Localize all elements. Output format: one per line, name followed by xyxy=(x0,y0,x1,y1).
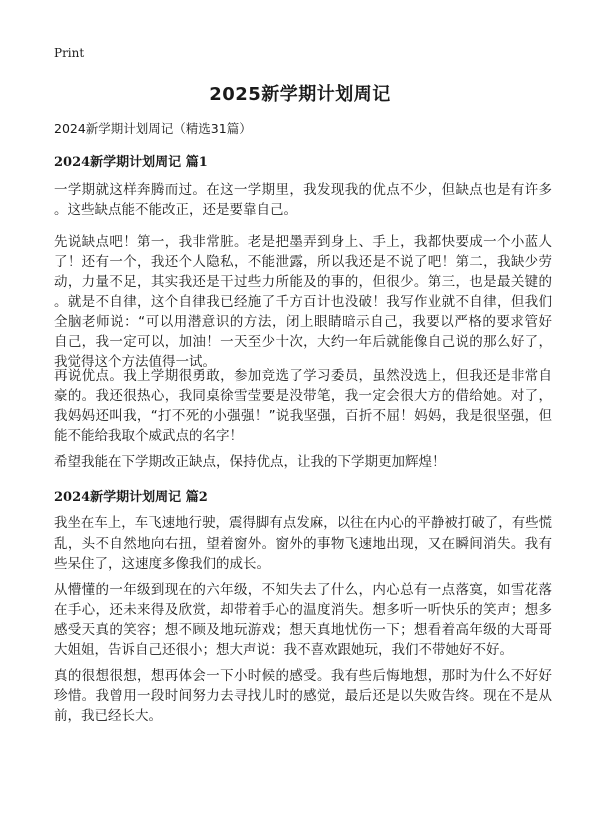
paragraph-line: 再说优点。我上学期很勇敢，参加竞选了学习委员，虽然没选上，但我还是非常自 xyxy=(54,368,552,384)
paragraph-line: 感受天真的笑容；想不顾及地玩游戏；想天真地忧伤一下；想看着高年级的大哥哥 xyxy=(54,622,552,638)
print-link[interactable]: Print xyxy=(54,46,85,60)
paragraph-line: 前，我已经长大。 xyxy=(54,708,162,724)
paragraph-line: 真的很想很想，想再体会一下小时候的感受。我有些后悔地想，那时为什么不好好 xyxy=(54,668,552,684)
paragraph-line: 乱，头不自然地向右扭，望着窗外。窗外的事物飞速地出现，又在瞬间消失。我有 xyxy=(54,536,552,552)
paragraph-line: 希望我能在下学期改正缺点，保持优点，让我的下学期更加辉煌！ xyxy=(54,454,446,470)
paragraph-line: 一学期就这样奔腾而过。在这一学期里，我发现我的优点不少，但缺点也是有许多 xyxy=(54,182,552,198)
page-title: 2025新学期计划周记 xyxy=(209,84,391,105)
paragraph xyxy=(54,580,552,660)
section-heading-1: 2024新学期计划周记 篇1 xyxy=(54,155,208,170)
paragraph-line: 我觉得这个方法值得一试。 xyxy=(54,354,216,370)
paragraph-line: 在手心，还未来得及欣赏，却带着手心的温度消失。想多听一听快乐的笑声；想多 xyxy=(54,602,552,618)
paragraph-line: 豪的。我还很热心，我同桌徐雪莹要是没带笔，我一定会很大方的借给她。对了， xyxy=(54,388,552,404)
paragraph-line: 能不能给我取个威武点的名字！ xyxy=(54,428,243,444)
paragraph-line: 我坐在车上，车飞速地行驶，震得脚有点发麻，以往在内心的平静被打破了，有些慌 xyxy=(54,516,552,531)
paragraph xyxy=(54,180,552,220)
paragraph-line: 些呆住了，这速度多像我们的成长。 xyxy=(54,556,270,572)
paragraph-line: 。就是不自律，这个自律我已经施了千方百计也没破！我写作业就不自律，但我们 xyxy=(54,294,552,310)
paragraph-line: 我妈妈还叫我，“打不死的小强强！”说我坚强，百折不屈！妈妈，我是很坚强，但 xyxy=(54,408,552,424)
paragraph-line: 。这些缺点能不能改正，还是要靠自己。 xyxy=(54,202,297,218)
paragraph-line: 从懵懂的一年级到现在的六年级，不知失去了什么，内心总有一点落寞，如雪花落 xyxy=(54,582,552,598)
paragraph-line: 先说缺点吧！第一，我非常脏。老是把墨弄到身上、手上，我都快要成一个小蓝人 xyxy=(54,234,552,250)
paragraph xyxy=(54,452,552,472)
paragraph-line: 自己，我一定可以，加油！一天至少十次，大约一年后就能像自己说的那么好了， xyxy=(54,334,552,350)
paragraph-line: 全脑老师说：“可以用潜意识的方法，闭上眼睛暗示自己，我要以严格的要求管好 xyxy=(54,314,552,330)
paragraph xyxy=(54,232,552,372)
paragraph-line: 动，力量不足，其实我还是干过些力所能及的事的，但很少。第三，也是最关键的 xyxy=(54,274,552,290)
paragraph xyxy=(54,514,552,574)
paragraph-line: 珍惜。我曾用一段时间努力去寻找儿时的感觉，最后还是以失败告终。现在不是从 xyxy=(54,688,552,704)
section-heading-2: 2024新学期计划周记 篇2 xyxy=(54,490,208,505)
paragraph-line: 大姐姐，告诉自己还很小；想大声说：我不喜欢跟她玩，我们不带她好不好。 xyxy=(54,642,513,658)
paragraph-line: 了！还有一个，我还个人隐私，不能泄露，所以我还是不说了吧！第二，我缺少劳 xyxy=(54,254,552,270)
paragraph xyxy=(54,366,552,446)
document-subtitle: 2024新学期计划周记（精选31篇） xyxy=(54,121,252,136)
paragraph xyxy=(54,666,552,726)
